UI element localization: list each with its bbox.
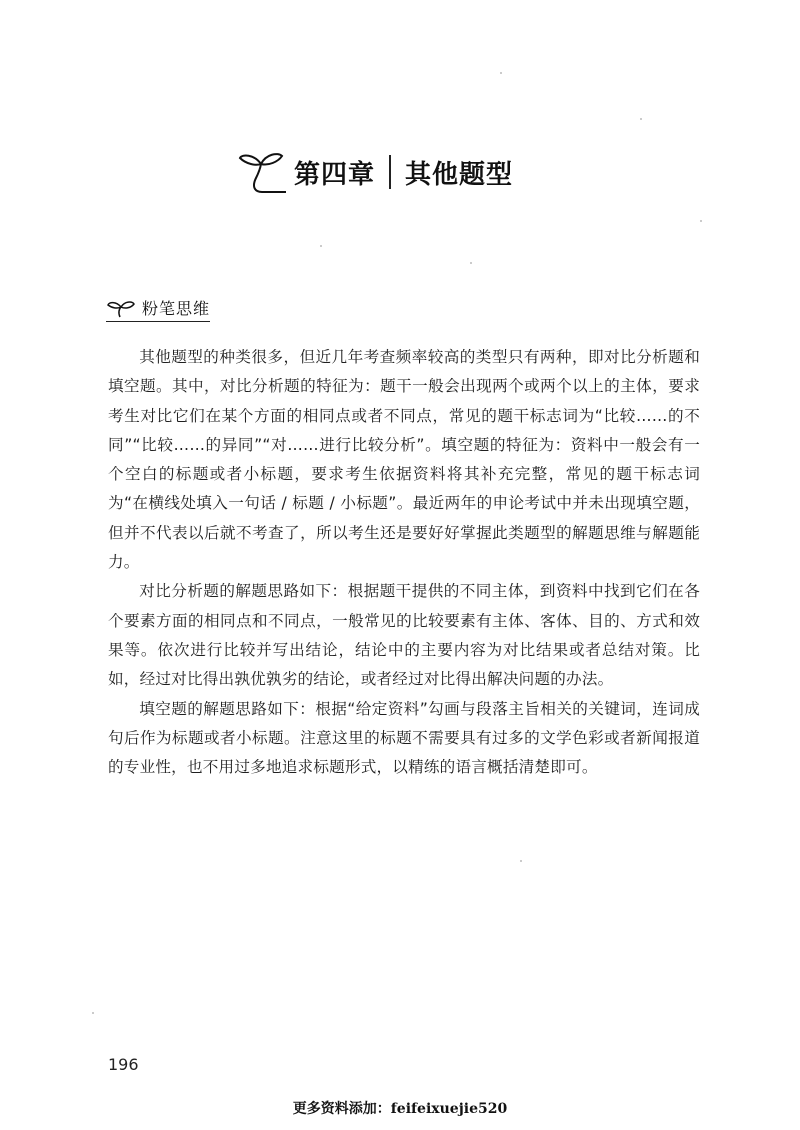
body-text bbox=[108, 343, 700, 782]
scan-speck bbox=[320, 245, 322, 247]
section-title: 粉笔思维 bbox=[142, 299, 211, 318]
paragraph: 其他题型的种类很多，但近几年考查频率较高的类型只有两种，即对比分析题和填空题。其中，对比分析题的特征为：题干一般会出现两个或两个以上的主体，要求考生对比它们在某个方面的相同点或者不同点，常见的题干标志词为“比较……的不同”“比较……的异同”“对……进行比较分析”。填空题的特征为：资料中一般会有一个空白的标题或者小标题，要求考生依据资料将其补充完整，常见的题干标志词为“在横线处填入一句话 / 标题 / 小标题”。最近两年的申论考试中并未出现填空题，但并不代表以后就不考查了，所以考生还是要好好掌握此类题型的解题思维与解题能力。 bbox=[108, 348, 700, 572]
scan-speck bbox=[92, 1012, 94, 1014]
scan-speck bbox=[500, 72, 502, 74]
section-header bbox=[106, 296, 210, 322]
scan-speck bbox=[700, 220, 702, 222]
scan-speck bbox=[470, 262, 472, 264]
chapter-divider bbox=[389, 155, 391, 189]
page-number: 196 bbox=[108, 1055, 139, 1074]
scan-speck bbox=[640, 118, 642, 120]
chapter-title: 其他题型 bbox=[405, 159, 514, 190]
sprout-icon bbox=[106, 299, 136, 319]
paragraph: 对比分析题的解题思路如下：根据题干提供的不同主体，到资料中找到它们在各个要素方面的相同点和不同点，一般常见的比较要素有主体、客体、目的、方式和效果等。依次进行比较并写出结论，结论中的主要内容为对比结果或者总结对策。比如，经过对比得出孰优孰劣的结论，或者经过对比得出解决问题的办法。 bbox=[108, 582, 700, 689]
sprout-icon bbox=[236, 148, 290, 196]
chapter-number: 第四章 bbox=[294, 159, 376, 190]
scan-speck bbox=[520, 860, 522, 862]
chapter-header bbox=[236, 148, 513, 196]
paragraph: 填空题的解题思路如下：根据“给定资料”勾画与段落主旨相关的关键词，连词成句后作为标题或者小标题。注意这里的标题不需要具有过多的文学色彩或者新闻报道的专业性，也不用过多地追求标题形式，以精练的语言概括清楚即可。 bbox=[108, 699, 700, 777]
footer-note: 更多资料添加：feifeixuejie520 bbox=[292, 1101, 508, 1117]
